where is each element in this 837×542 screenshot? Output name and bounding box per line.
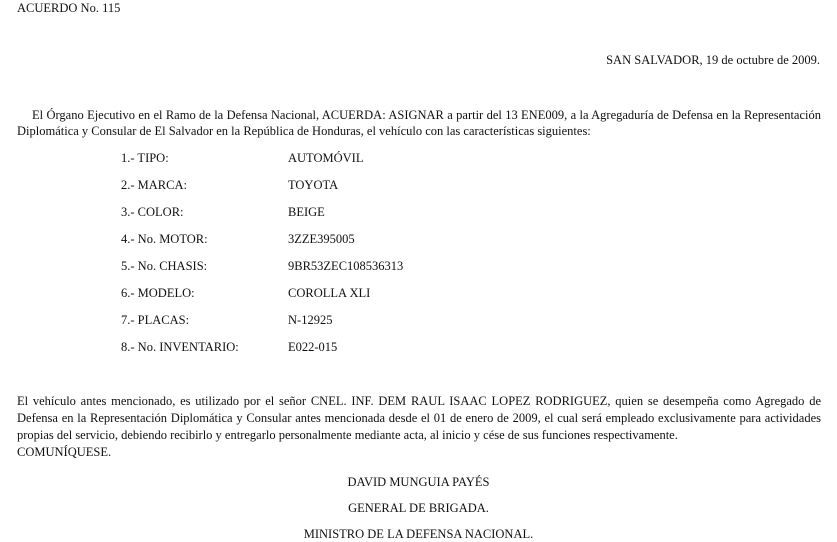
item-value: 9BR53ZEC108536313 [288,259,404,273]
list-item [121,150,541,177]
item-value: COROLLA XLI [288,286,371,300]
list-item [121,231,541,258]
signatory-rank: GENERAL DE BRIGADA. [348,501,489,515]
closing-word: COMUNÍQUESE. [17,445,112,459]
list-item [121,258,541,285]
item-value: BEIGE [288,205,325,219]
item-value: 3ZZE395005 [288,232,355,246]
signatory-name: DAVID MUNGUIA PAYÉS [347,475,490,489]
item-label: 1.- TIPO: [121,151,169,165]
item-label: 8.- No. INVENTARIO: [121,340,239,354]
item-label: 7.- PLACAS: [121,313,190,327]
item-label: 4.- No. MOTOR: [121,232,208,246]
item-value: E022-015 [288,340,338,354]
agreement-number: ACUERDO No. 115 [17,1,121,15]
usage-paragraph-text: El vehículo antes mencionado, es utilizado por el señor CNEL. INF. DEM RAUL ISAAC LOPEZ RODRIGUEZ, quien se desempeña como Agregado de Defensa en la Representación Diplomática y Consular antes mencionada desde el 01 de enero de 2009, el cual será empleado exclusivamente para actividades propias del servicio, debiendo recibirlo y entregarlo personalmente mediante acta, al inicio y cése de sus funciones respectivamente. [17,394,821,442]
list-item [121,177,541,204]
list-item [121,285,541,312]
item-label: 2.- MARCA: [121,178,187,192]
list-item [121,312,541,339]
item-label: 6.- MODELO: [121,286,195,300]
item-label: 3.- COLOR: [121,205,184,219]
item-value: N-12925 [288,313,333,327]
list-item [121,339,541,366]
signatory-office: MINISTRO DE LA DEFENSA NACIONAL. [303,527,534,541]
item-value: AUTOMÓVIL [288,151,364,165]
vehicle-characteristics-list [121,150,541,366]
intro-paragraph: El Órgano Ejecutivo en el Ramo de la Defensa Nacional, ACUERDA: ASIGNAR a partir del 13 ENE009, a la Agregaduría de Defensa en la Representación Diplomática y Consular de El Salvador en la República de Honduras, el vehículo con las características siguientes: [17,108,821,138]
usage-paragraph [17,393,821,461]
item-label: 5.- No. CHASIS: [121,259,208,273]
list-item [121,204,541,231]
item-value: TOYOTA [288,178,339,192]
date-line: SAN SALVADOR, 19 de octubre de 2009. [606,53,820,67]
